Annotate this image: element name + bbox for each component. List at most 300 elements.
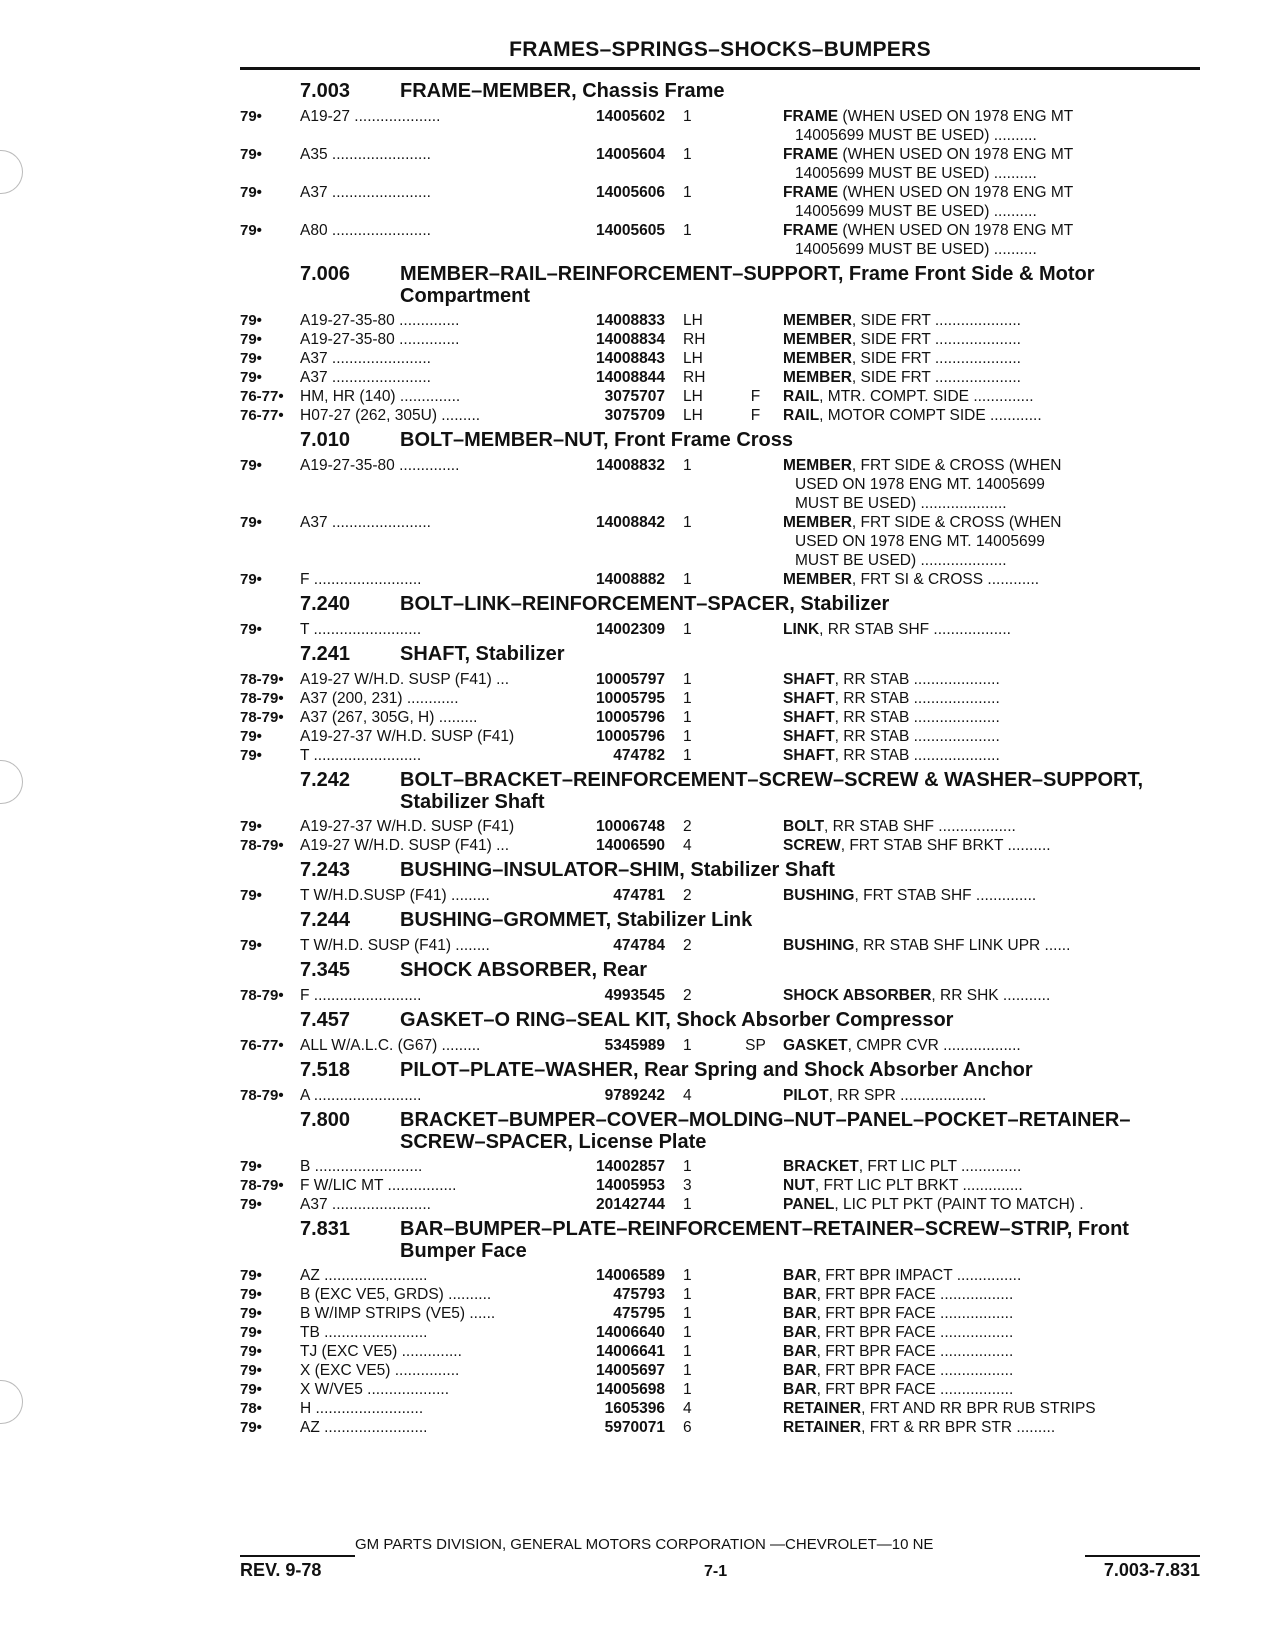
description-text: , FRT BPR FACE ................. [816,1286,1014,1303]
model-year: 79• [240,747,262,764]
note-code [728,183,783,221]
part-number: 3075709 [604,407,665,424]
application: B (EXC VE5, GRDS) .......... [300,1286,492,1303]
note-code [728,746,783,765]
note-code: F [750,407,761,424]
part-row [240,836,1200,855]
section-title: BOLT–BRACKET–REINFORCEMENT–SCREW–SCREW & WASHER–SUPPORT, Stabilizer Shaft [400,769,1144,813]
quantity: LH [683,407,703,424]
note-code: F [750,388,761,405]
description-line [783,330,1200,349]
part-row [240,936,1200,955]
description-text: , MOTOR COMPT SIDE ............ [819,407,1042,424]
section-number: 7.241 [300,643,351,665]
quantity: 1 [683,1305,692,1322]
description-noun: MEMBER [783,350,852,367]
description [783,836,1200,855]
note-code [728,330,783,349]
note-code [728,1266,783,1285]
part-number: 14005605 [596,222,665,239]
section-title: SHOCK ABSORBER, Rear [400,959,648,981]
description-line [783,727,1200,746]
quantity: 1 [683,709,692,726]
quantity: 1 [683,146,692,163]
section-number: 7.010 [300,429,351,451]
description-line [783,107,1200,126]
description [783,1342,1200,1361]
description-noun: MEMBER [783,312,852,329]
note-code [728,221,783,259]
part-row [240,406,1200,425]
description-line [783,886,1200,905]
part-row [240,1036,1200,1055]
model-year: 79• [240,1286,262,1303]
quantity: 1 [683,1196,692,1213]
part-row [240,1342,1200,1361]
model-year: 78-79• [240,1177,284,1194]
application: A19-27-37 W/H.D. SUSP (F41) [300,818,515,835]
section-title: SHAFT, Stabilizer [400,643,565,665]
description-text: (WHEN USED ON 1978 ENG MT [838,108,1074,125]
part-number: 10005795 [596,690,665,707]
description-text: , LIC PLT PKT (PAINT TO MATCH) . [834,1196,1084,1213]
description [783,817,1200,836]
quantity: LH [683,312,703,329]
application: HM, HR (140) .............. [300,388,461,405]
note-code [728,145,783,183]
part-row [240,670,1200,689]
note-code [728,936,783,955]
description-noun: MEMBER [783,331,852,348]
part-number: 474781 [613,887,665,904]
model-year: 79• [240,1324,262,1341]
note-code [728,1342,783,1361]
description-noun: RAIL [783,388,820,405]
section-title: BOLT–MEMBER–NUT, Front Frame Cross [400,429,794,451]
description-line [783,1036,1200,1055]
description-line [783,708,1200,727]
model-year: 78-79• [240,709,284,726]
application: F ......................... [300,571,422,588]
revision-label: REV. 9-78 [240,1560,322,1580]
part-number: 3075707 [604,388,665,405]
part-row [240,183,1200,221]
part-number: 14005602 [596,108,665,125]
description-continuation: MUST BE USED) .................... [795,495,1007,512]
description-text: , FRT SIDE & CROSS (WHEN [851,514,1062,531]
application: A37 ....................... [300,184,431,201]
description-noun: BUSHING [783,887,855,904]
part-number: 14008842 [596,514,665,531]
note-code [728,1361,783,1380]
description [783,1036,1200,1055]
description-text: , RR STAB .................... [834,671,1000,688]
note-code [728,708,783,727]
description [783,145,1200,183]
section-title: GASKET–O RING–SEAL KIT, Shock Absorber Compressor [400,1009,954,1031]
section [240,1009,1200,1055]
note-code [728,1176,783,1195]
description-line [783,817,1200,836]
note-code [728,1418,783,1437]
note-code [728,107,783,145]
part-row [240,620,1200,639]
part-number: 14008844 [596,369,665,386]
quantity: 1 [683,1267,692,1284]
description-noun: MEMBER [783,514,852,531]
description-line [783,570,1200,589]
section-header [240,429,1200,452]
application: H ......................... [300,1400,424,1417]
model-year: 78-79• [240,690,284,707]
model-year: 79• [240,621,262,638]
description-noun: FRAME [783,146,839,163]
section-number: 7.003 [300,80,351,102]
note-code [728,349,783,368]
description-line [783,1418,1200,1437]
section-title: BOLT–LINK–REINFORCEMENT–SPACER, Stabilizer [400,593,890,615]
application: H07-27 (262, 305U) ......... [300,407,481,424]
quantity: 1 [683,671,692,688]
footer-rule [1085,1555,1200,1557]
page-number: 7-1 [704,1563,728,1580]
description-line [783,513,1200,532]
section-range: 7.003-7.831 [1103,1560,1200,1580]
description-noun: SHAFT [783,709,835,726]
part-row [240,107,1200,145]
quantity: 3 [683,1177,692,1194]
application: T W/H.D. SUSP (F41) ........ [300,937,490,954]
description [783,708,1200,727]
application: B W/IMP STRIPS (VE5) ...... [300,1305,496,1322]
part-row [240,986,1200,1005]
quantity: 1 [683,690,692,707]
quantity: 2 [683,937,692,954]
part-number: 14005604 [596,146,665,163]
punch-hole-mark [0,760,23,804]
quantity: 6 [683,1419,692,1436]
model-year: 79• [240,937,262,954]
description-noun: MEMBER [783,571,852,588]
section-number: 7.244 [300,909,351,931]
description [783,221,1200,259]
model-year: 76-77• [240,1037,284,1054]
application: T ......................... [300,747,422,764]
description-text: , FRT BPR FACE ................. [816,1381,1014,1398]
description-noun: SHAFT [783,690,835,707]
quantity: 2 [683,987,692,1004]
quantity: 1 [683,1158,692,1175]
description-text: , FRT SI & CROSS ............ [851,571,1040,588]
note-code [728,570,783,589]
description-text: , RR STAB .................... [834,709,1000,726]
description-text: , FRT BPR IMPACT ............... [816,1267,1022,1284]
part-row [240,387,1200,406]
section-number: 7.006 [300,263,351,285]
model-year: 79• [240,312,262,329]
quantity: 1 [683,184,692,201]
description-line [783,1266,1200,1285]
model-year: 79• [240,222,262,239]
part-number: 1605396 [604,1400,665,1417]
description [783,1304,1200,1323]
part-number: 5970071 [604,1419,665,1436]
part-row [240,456,1200,513]
model-year: 79• [240,108,262,125]
note-code [728,727,783,746]
description-line [783,746,1200,765]
section [240,1218,1200,1437]
note-code [728,1086,783,1105]
note-code [728,1157,783,1176]
model-year: 79• [240,1343,262,1360]
section-number: 7.457 [300,1009,351,1031]
description [783,1399,1200,1418]
description-noun: FRAME [783,184,839,201]
section-number: 7.831 [300,1218,351,1240]
section-title: BUSHING–GROMMET, Stabilizer Link [400,909,753,931]
application: F ......................... [300,987,422,1004]
description-text: , RR STAB SHF .................. [819,621,1011,638]
description-line [783,1380,1200,1399]
quantity: LH [683,388,703,405]
description-noun: MEMBER [783,369,852,386]
section-header [240,643,1200,666]
application: A35 ....................... [300,146,431,163]
section [240,429,1200,589]
description [783,330,1200,349]
description-continuation: 14005699 MUST BE USED) .......... [795,165,1037,182]
description-line [783,387,1200,406]
note-code [728,311,783,330]
model-year: 79• [240,1381,262,1398]
part-number: 14008832 [596,457,665,474]
note-code [728,620,783,639]
description-text: , SIDE FRT .................... [851,369,1021,386]
section [240,80,1200,259]
description [783,513,1200,570]
part-row [240,1086,1200,1105]
model-year: 78-79• [240,987,284,1004]
model-year: 79• [240,571,262,588]
description-noun: BAR [783,1324,817,1341]
section [240,909,1200,955]
part-number: 474782 [613,747,665,764]
description-line [783,456,1200,475]
description-text: , FRT BPR FACE ................. [816,1343,1014,1360]
section [240,1059,1200,1105]
section-header [240,959,1200,982]
note-code [728,368,783,387]
description-text: , FRT BPR FACE ................. [816,1362,1014,1379]
quantity: 1 [683,728,692,745]
description-text: , RR SPR .................... [828,1087,987,1104]
application: T W/H.D.SUSP (F41) ......... [300,887,490,904]
description [783,1418,1200,1437]
note-code [728,513,783,570]
part-row [240,570,1200,589]
part-row [240,513,1200,570]
model-year: 76-77• [240,407,284,424]
part-number: 14002857 [596,1158,665,1175]
model-year: 78-79• [240,837,284,854]
section [240,593,1200,639]
section-header [240,263,1200,307]
description-text: , SIDE FRT .................... [851,331,1021,348]
description-line [783,1342,1200,1361]
quantity: RH [683,369,706,386]
section-header [240,1009,1200,1032]
section-number: 7.800 [300,1109,351,1131]
description-text: , MTR. COMPT. SIDE .............. [819,388,1034,405]
model-year: 79• [240,350,262,367]
application: A37 ....................... [300,1196,431,1213]
part-number: 20142744 [596,1196,665,1213]
description-line [783,836,1200,855]
part-number: 10005796 [596,728,665,745]
model-year: 79• [240,1196,262,1213]
description-line [783,1323,1200,1342]
description-noun: FRAME [783,222,839,239]
description-noun: BRACKET [783,1158,859,1175]
section [240,643,1200,765]
description-text: , FRT SIDE & CROSS (WHEN [851,457,1062,474]
part-number: 14006589 [596,1267,665,1284]
description [783,311,1200,330]
description-line [783,1304,1200,1323]
description [783,670,1200,689]
part-number: 475793 [613,1286,665,1303]
part-row [240,1399,1200,1418]
quantity: 2 [683,818,692,835]
description-text: (WHEN USED ON 1978 ENG MT [838,184,1074,201]
description-text: , FRT BPR FACE ................. [816,1305,1014,1322]
description-text: , FRT BPR FACE ................. [816,1324,1014,1341]
note-code [728,456,783,513]
application: A ......................... [300,1087,422,1104]
model-year: 79• [240,818,262,835]
description-text: , FRT STAB SHF BRKT .......... [840,837,1051,854]
part-row [240,1380,1200,1399]
part-row [240,1157,1200,1176]
application: A19-27 .................... [300,108,441,125]
description [783,620,1200,639]
part-number: 14002309 [596,621,665,638]
description-line [783,368,1200,387]
note-code [728,836,783,855]
section-number: 7.345 [300,959,351,981]
description-noun: BAR [783,1286,817,1303]
description-line [783,936,1200,955]
application: A19-27-35-80 .............. [300,312,460,329]
description-noun: BUSHING [783,937,855,954]
description-text: , FRT LIC PLT BRKT .............. [814,1177,1023,1194]
description-line [783,406,1200,425]
application: A19-27-37 W/H.D. SUSP (F41) [300,728,515,745]
quantity: 2 [683,887,692,904]
description-line [783,670,1200,689]
part-number: 14008843 [596,350,665,367]
section [240,959,1200,1005]
page-title: FRAMES–SPRINGS–SHOCKS–BUMPERS [509,38,931,61]
model-year: 79• [240,514,262,531]
note-code: SP [745,1037,766,1054]
application: A37 ....................... [300,369,431,386]
application: A80 ....................... [300,222,431,239]
part-number: 475795 [613,1305,665,1322]
description-noun: LINK [783,621,820,638]
part-row [240,727,1200,746]
description [783,1176,1200,1195]
description [783,456,1200,513]
description [783,183,1200,221]
part-row [240,886,1200,905]
section-header [240,909,1200,932]
description-noun: PANEL [783,1196,835,1213]
description-text: , SIDE FRT .................... [851,312,1021,329]
description-text: (WHEN USED ON 1978 ENG MT [838,146,1074,163]
description [783,886,1200,905]
application: A37 ....................... [300,350,431,367]
description-text: , RR STAB .................... [834,747,1000,764]
description [783,1285,1200,1304]
description-text: , FRT LIC PLT .............. [858,1158,1022,1175]
description-line [783,986,1200,1005]
part-number: 14008834 [596,331,665,348]
model-year: 79• [240,728,262,745]
description [783,1323,1200,1342]
description-line [783,1285,1200,1304]
description-noun: MEMBER [783,457,852,474]
quantity: LH [683,350,703,367]
section-number: 7.243 [300,859,351,881]
quantity: 1 [683,108,692,125]
description [783,746,1200,765]
section-number: 7.240 [300,593,351,615]
description-noun: SHAFT [783,747,835,764]
description-line [783,1195,1200,1214]
part-number: 14005953 [596,1177,665,1194]
description-continuation: 14005699 MUST BE USED) .......... [795,203,1037,220]
part-number: 14006641 [596,1343,665,1360]
description-continuation: USED ON 1978 ENG MT. 14005699 [795,476,1045,493]
note-code [728,1304,783,1323]
section-title: BUSHING–INSULATOR–SHIM, Stabilizer Shaft [400,859,835,881]
quantity: 1 [683,1343,692,1360]
application: B ......................... [300,1158,423,1175]
quantity: 1 [683,222,692,239]
model-year: 79• [240,1362,262,1379]
section-header [240,80,1200,103]
description-noun: BAR [783,1362,817,1379]
model-year: 79• [240,369,262,386]
part-row [240,145,1200,183]
part-row [240,1285,1200,1304]
description-noun: RETAINER [783,1400,862,1417]
description [783,689,1200,708]
model-year: 79• [240,1305,262,1322]
quantity: 4 [683,1400,692,1417]
note-code [728,1285,783,1304]
description-line [783,1086,1200,1105]
model-year: 79• [240,1267,262,1284]
description-line [783,1176,1200,1195]
description [783,387,1200,406]
note-code [728,689,783,708]
description-line [783,349,1200,368]
description-line [783,1399,1200,1418]
description [783,1086,1200,1105]
